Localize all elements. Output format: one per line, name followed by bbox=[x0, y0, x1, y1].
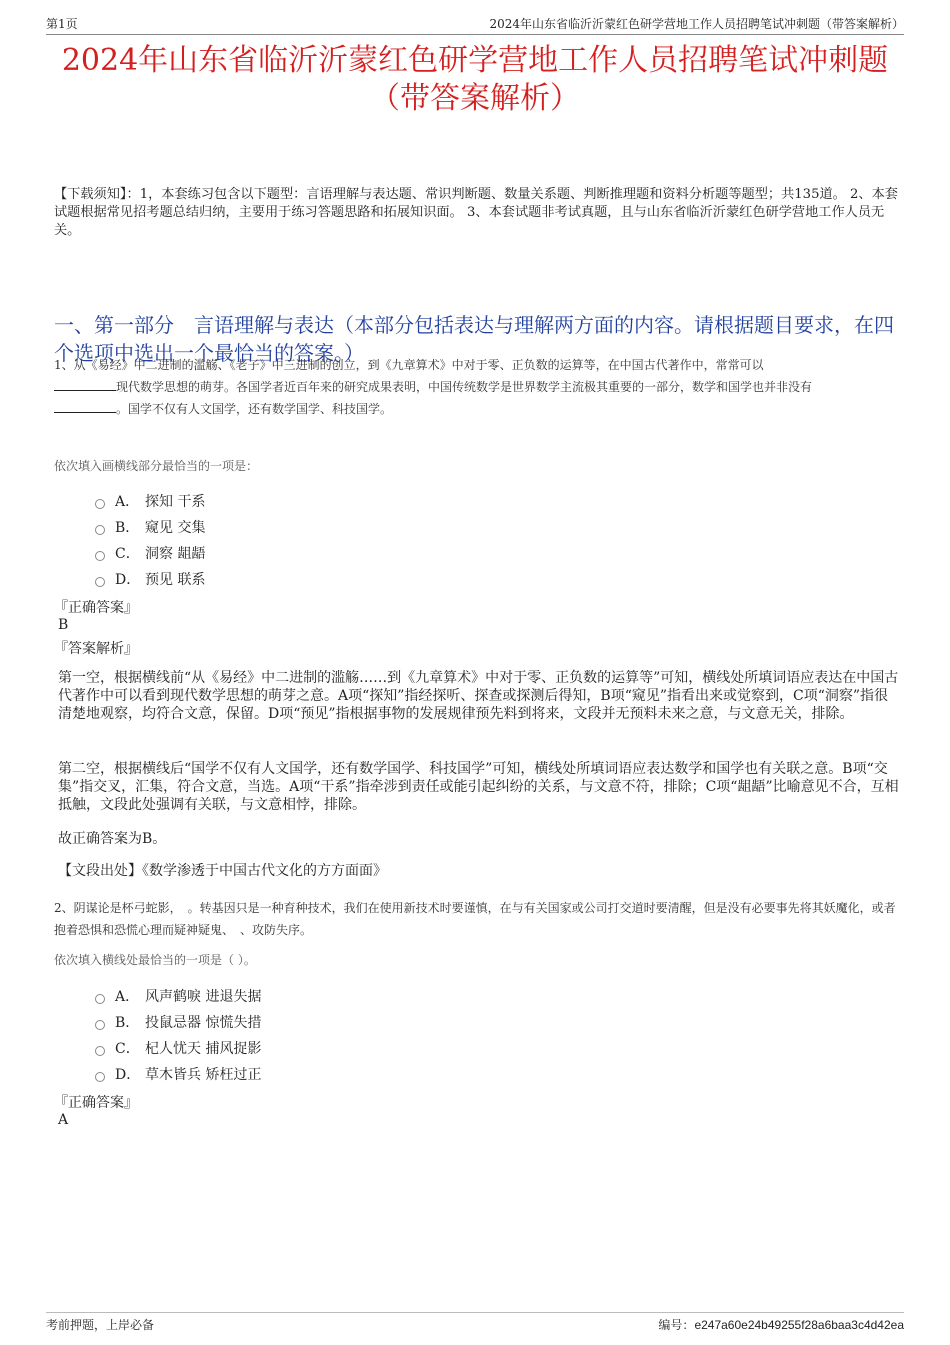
option-a[interactable]: A． 风声鹤唳 进退失据 bbox=[95, 983, 261, 1009]
question-1-stem bbox=[54, 354, 898, 420]
question-2-prompt: 依次填入横线处最恰当的一项是（ ）。 bbox=[54, 953, 256, 967]
blank-line bbox=[54, 378, 116, 391]
radio-icon[interactable] bbox=[95, 551, 105, 561]
question-1-part3: 。国学不仅有人文国学，还有数学国学、科技国学。 bbox=[116, 402, 393, 416]
radio-icon[interactable] bbox=[95, 1072, 105, 1082]
page-number: 第1页 bbox=[46, 17, 78, 31]
radio-icon[interactable] bbox=[95, 1020, 105, 1030]
analysis-paragraph-1: 第一空，根据横线前“从《易经》中二进制的滥觞……到《九章算术》中对于零、正负数的运算等”可知，横线处所填词语应表达在中国古代著作中可以看到现代数学思想的萌芽之意。A项“探知”指经探听、探查或探测后得知，B项“窥见”指看出来或觉察到，C项“洞察”指很清楚地观察，均符合文意，保留。D项“预见”指根据事物的发展规律预先料到将来，文段并无预料未来之意，与文意无关，排除。 bbox=[58, 670, 899, 722]
option-c[interactable]: C． 洞察 龃龉 bbox=[95, 540, 205, 566]
footer-slogan: 考前押题，上岸必备 bbox=[46, 1318, 155, 1332]
header-doc-title: 2024年山东省临沂沂蒙红色研学营地工作人员招聘笔试冲刺题（带答案解析） bbox=[489, 17, 904, 31]
analysis-label: 『答案解析』 bbox=[54, 641, 138, 657]
radio-icon[interactable] bbox=[95, 1046, 105, 1056]
answer-value: B bbox=[58, 617, 69, 633]
option-c[interactable]: C． 杞人忧天 捕风捉影 bbox=[95, 1035, 261, 1061]
option-b[interactable]: B． 投鼠忌器 惊慌失措 bbox=[95, 1009, 261, 1035]
radio-icon[interactable] bbox=[95, 577, 105, 587]
radio-icon[interactable] bbox=[95, 994, 105, 1004]
document-code: 编号：e247a60e24b49255f28a6baa3c4d42ea bbox=[658, 1318, 904, 1332]
page-header bbox=[46, 14, 904, 35]
question-1-part2: 现代数学思想的萌芽。各国学者近百年来的研究成果表明，中国传统数学是世界数学主流极其重要的一部分，数学和国学也并非没有 bbox=[116, 380, 813, 394]
text-source: 【文段出处】《数学渗透于中国古代文化的方方面面》 bbox=[58, 863, 387, 879]
document-title bbox=[40, 42, 910, 118]
answer-value: A bbox=[58, 1112, 69, 1128]
download-notice: 【下载须知】：1，本套练习包含以下题型：言语理解与表达题、常识判断题、数量关系题、判断推理题和资料分析题等题型；共135道。 2、本套试题根据常见招考题总结归纳，主要用于练习答题思路和拓展知识面。 3、本套试题非考试真题，且与山东省临沂沂蒙红色研学营地工作人员无关。 bbox=[54, 187, 898, 238]
analysis-conclusion: 故正确答案为B。 bbox=[58, 831, 167, 847]
blank-line bbox=[54, 400, 116, 413]
option-b[interactable]: B． 窥见 交集 bbox=[95, 514, 205, 540]
option-d[interactable]: D． 草木皆兵 矫枉过正 bbox=[95, 1061, 261, 1087]
document-title-line1: 2024年山东省临沂沂蒙红色研学营地工作人员招聘笔试冲刺题 bbox=[61, 43, 889, 78]
analysis-paragraph-2: 第二空，根据横线后“国学不仅有人文国学，还有数学国学、科技国学”可知，横线处所填词语应表达数学和国学也有关联之意。B项“交集”指交叉，汇集，符合文意，当选。A项“干系”指牵涉到责任或能引起纠纷的关系，与文意不符，排除；C项“龃龉”比喻意见不合，互相抵触，文段此处强调有关联，与文意相悖，排除。 bbox=[58, 761, 899, 813]
radio-icon[interactable] bbox=[95, 525, 105, 535]
document-title-line2: （带答案解析） bbox=[370, 81, 580, 116]
option-a[interactable]: A． 探知 干系 bbox=[95, 488, 205, 514]
question-1-prompt: 依次填入画横线部分最恰当的一项是： bbox=[54, 459, 259, 473]
option-d[interactable]: D． 预见 联系 bbox=[95, 566, 205, 592]
page-footer bbox=[46, 1312, 904, 1332]
question-2-options bbox=[95, 983, 261, 1087]
radio-icon[interactable] bbox=[95, 499, 105, 509]
section-heading: 一、第一部分 言语理解与表达（本部分包括表达与理解两方面的内容。请根据题目要求，在四个选项中选出一个最恰当的答案。） bbox=[54, 313, 894, 365]
question-1-options bbox=[95, 488, 205, 592]
question-2-stem: 2、阴谋论是杯弓蛇影， 。转基因只是一种育种技术，我们在使用新技术时要谨慎，在与有关国家或公司打交道时要清醒，但是没有必要事先将其妖魔化，或者抱着恐惧和恐慌心理而疑神疑鬼、 、攻防失序。 bbox=[54, 901, 896, 937]
question-1-part1: 1、从《易经》中二进制的滥觞、《老子》中三进制的创立，到《九章算术》中对于零、正负数的运算等，在中国古代著作中，常常可以 bbox=[54, 358, 764, 372]
answer-label: 『正确答案』 bbox=[54, 1095, 138, 1111]
answer-label: 『正确答案』 bbox=[54, 600, 138, 616]
